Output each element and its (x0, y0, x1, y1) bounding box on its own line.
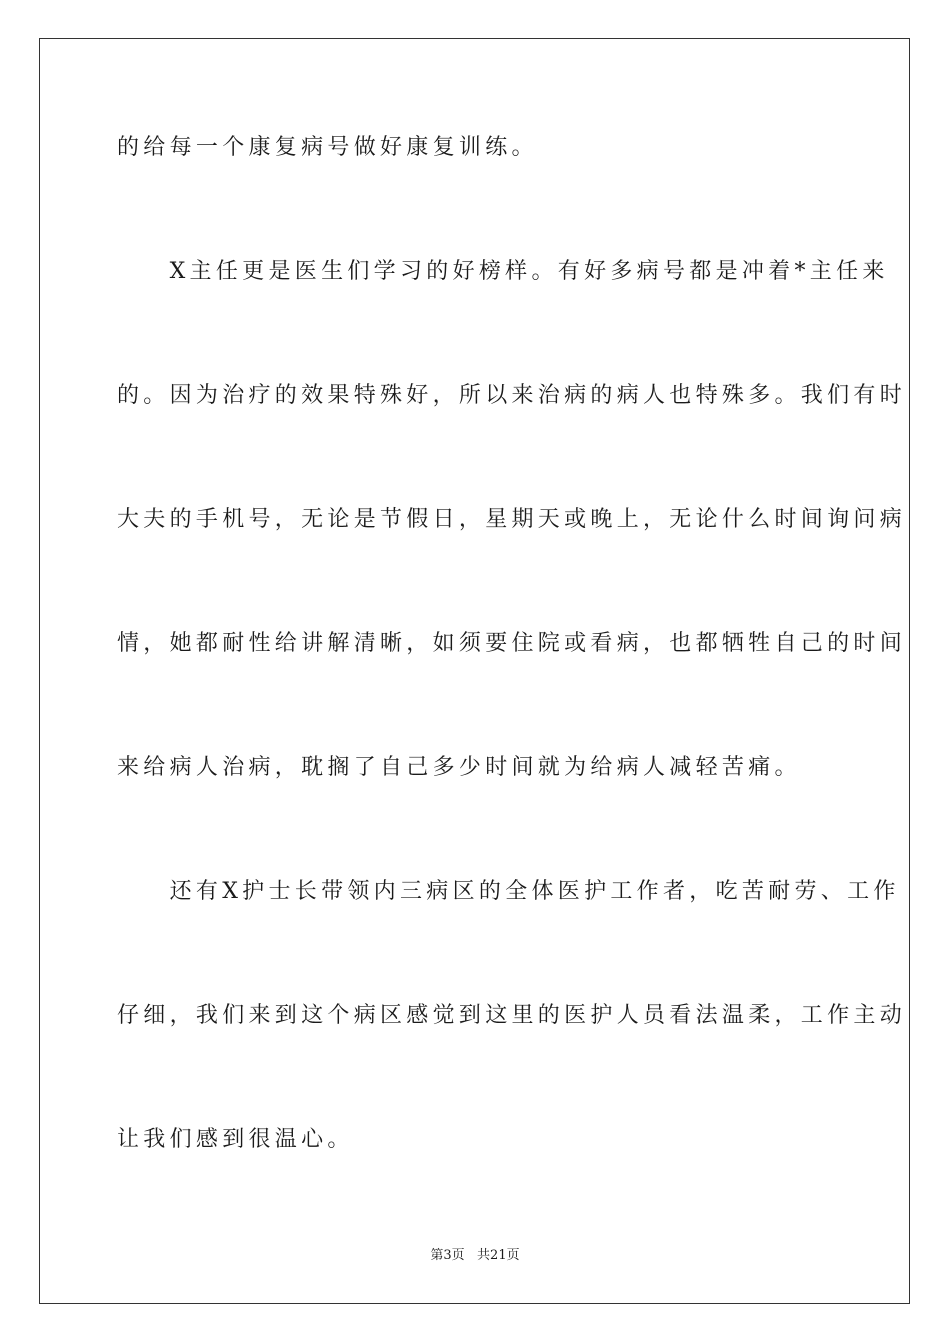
body-line-6: 来给病人治病，耽搁了自己多少时间就为给病人减轻苦痛。 (117, 755, 801, 780)
body-line-4: 大夫的手机号，无论是节假日，星期天或晚上，无论什么时间询问病 (117, 507, 907, 532)
body-line-9: 让我们感到很温心。 (117, 1127, 354, 1152)
body-line-2: X主任更是医生们学习的好榜样。有好多病号都是冲着*主任来 (117, 259, 889, 284)
page-number-footer: 第3页 共21页 (430, 1248, 520, 1263)
body-line-1: 的给每一个康复病号做好康复训练。 (117, 135, 538, 160)
page-border (39, 38, 910, 1304)
body-line-7: 还有X护士长带领内三病区的全体医护工作者，吃苦耐劳、工作 (117, 879, 900, 904)
body-line-3: 的。因为治疗的效果特殊好，所以来治病的病人也特殊多。我们有时 (117, 383, 907, 408)
body-line-8: 仔细，我们来到这个病区感觉到这里的医护人员看法温柔，工作主动 (117, 1003, 907, 1028)
body-line-5: 情，她都耐性给讲解清晰，如须要住院或看病，也都牺牲自己的时间 (117, 631, 907, 656)
